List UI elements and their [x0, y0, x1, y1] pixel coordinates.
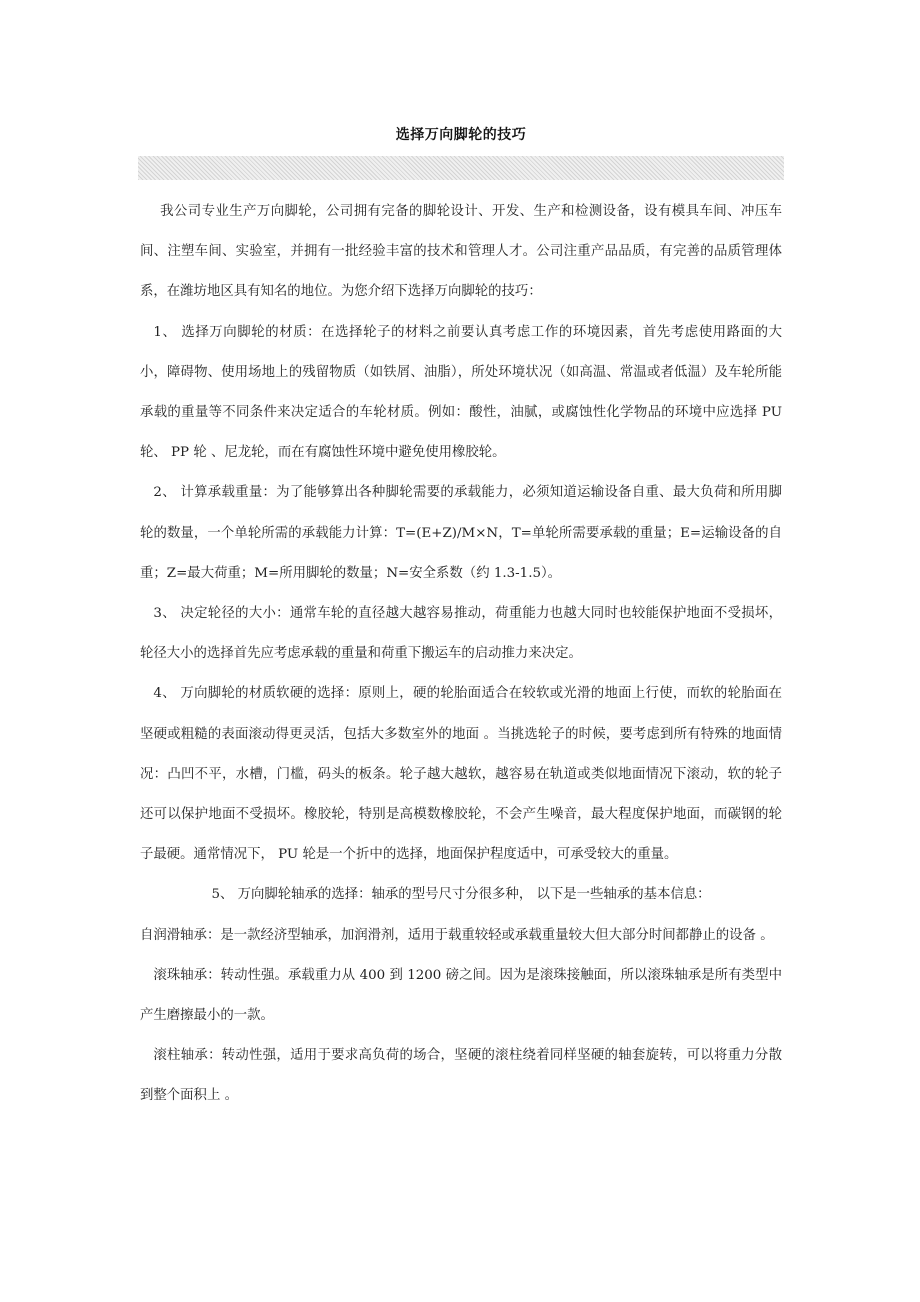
paragraph-load: 2、 计算承载重量：为了能够算出各种脚轮需要的承载能力，必须知道运输设备自重、最大负荷和所用脚轮的数量，一个单轮所需的承载能力计算：T=(E+Z)/M×N，T=单轮所需要承载的重量；E=运输设备的自重；Z=最大荷重；M=所用脚轮的数量；N=安全系数（约 1.3-1.5）。 [140, 485, 782, 581]
paragraph-ball-bearing: 滚珠轴承：转动性强。承载重力从 400 到 1200 磅之间。因为是滚珠接触面，所以滚珠轴承是所有类型中产生磨擦最小的一款。 [140, 967, 782, 1024]
document-title: 选择万向脚轮的技巧 [395, 127, 527, 143]
paragraph-hardness: 4、 万向脚轮的材质软硬的选择：原则上，硬的轮胎面适合在较软或光滑的地面上行使，而软的轮胎面在坚硬或粗糙的表面滚动得更灵活，包括大多数室外的地面 。当挑选轮子的时候，要考虑到所有特殊的地面情况：凸凹不平，水槽，门槛，码头的板条。轮子越大越软，越容易在轨道或类似地面情况下滚动，软的轮子还可以保护地面不受损坏。橡胶轮，特别是高模数橡胶轮，不会产生噪音，最大程度保护地面，而碳钢的轮子最硬。通常情况下， PU 轮是一个折中的选择，地面保护程度适中，可承受较大的重量。 [140, 686, 782, 863]
paragraph-material: 1、 选择万向脚轮的材质：在选择轮子的材料之前要认真考虑工作的环境因素，首先考虑使用路面的大小，障碍物、使用场地上的残留物质（如铁屑、油脂），所处环境状况（如高温、常温或者低温）及车轮所能承载的重量等不同条件来决定适合的车轮材质。例如：酸性，油腻，或腐蚀性化学物品的环境中应选择 PU 轮、 PP 轮 、尼龙轮，而在有腐蚀性环境中避免使用橡胶轮。 [140, 324, 782, 461]
paragraph-intro: 我公司专业生产万向脚轮，公司拥有完备的脚轮设计、开发、生产和检测设备，设有模具车间、冲压车间、注塑车间、实验室，并拥有一批经验丰富的技术和管理人才。公司注重产品品质，有完善的品质管理体系，在潍坊地区具有知名的地位。为您介绍下选择万向脚轮的技巧： [140, 204, 782, 300]
document-body [140, 192, 782, 1117]
paragraph-diameter: 3、 决定轮径的大小：通常车轮的直径越大越容易推动，荷重能力也越大同时也较能保护地面不受损坏，轮径大小的选择首先应考虑承载的重量和荷重下搬运车的启动推力来决定。 [140, 606, 782, 662]
hatched-divider [138, 156, 784, 180]
paragraph-self-lubricating: 自润滑轴承：是一款经济型轴承，加润滑剂，适用于载重较轻或承载重量较大但大部分时间都静止的设备 。 [140, 927, 774, 943]
paragraph-roller-bearing: 滚柱轴承：转动性强，适用于要求高负荷的场合，坚硬的滚柱绕着同样坚硬的轴套旋转，可以将重力分散到整个面积上 。 [140, 1048, 782, 1104]
paragraph-bearing: 5、 万向脚轮轴承的选择：轴承的型号尺寸分很多种， 以下是一些轴承的基本信息： [211, 887, 711, 903]
